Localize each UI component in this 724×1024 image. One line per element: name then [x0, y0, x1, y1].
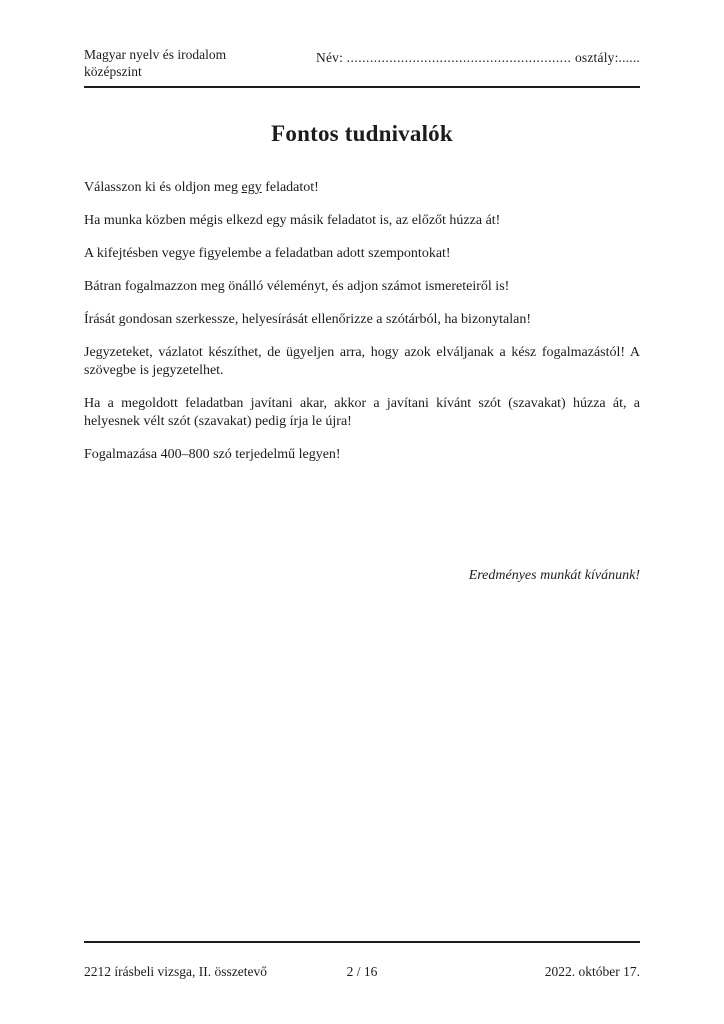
underline-emphasis: egy — [241, 180, 262, 195]
instruction-paragraph: Ha a megoldott feladatban javítani akar, akkor a javítani kívánt szót (szavakat) húzza át, a helyesnek vélt szót (szavakat) pedig írja le újra! — [84, 396, 640, 429]
footer-date: 2022. október 17. — [544, 964, 640, 979]
instruction-paragraph: Ha munka közben mégis elkezd egy másik feladatot is, az előzőt húzza át! — [84, 213, 501, 228]
instruction-paragraph: Fogalmazása 400–800 szó terjedelmű legyen! — [84, 447, 341, 462]
exam-subject — [84, 46, 226, 80]
instruction-1-prefix: Válasszon ki és oldjon meg — [84, 180, 242, 195]
footer-page-number: 2 / 16 — [346, 964, 378, 979]
page-footer — [84, 941, 640, 980]
instruction-1-suffix: feladatot! — [261, 180, 319, 195]
footer-row — [84, 943, 640, 980]
page-header — [84, 46, 640, 88]
name-dotted-line: .......................................................... — [346, 50, 572, 65]
page-title: Fontos tudnivalók — [271, 121, 453, 147]
name-label: Név: — [316, 50, 344, 65]
exam-subject-line1: Magyar nyelv és irodalom — [84, 47, 227, 62]
instruction-paragraph: Jegyzeteket, vázlatot készíthet, de ügyeljen arra, hogy azok elváljanak a kész fogalmazástól! A szövegbe is jegyzetelhet. — [84, 345, 640, 378]
instructions — [84, 179, 640, 479]
footer-exam-code: 2212 írásbeli vizsga, II. összetevő — [84, 964, 267, 979]
class-label: osztály:...... — [574, 50, 640, 65]
instruction-paragraph — [84, 179, 640, 197]
exam-subject-line2: középszint — [84, 64, 142, 79]
name-class-line — [316, 46, 640, 66]
closing-wish: Eredményes munkát kívánunk! — [468, 568, 640, 583]
instruction-paragraph: Írását gondosan szerkessze, helyesírását ellenőrizze a szótárból, ha bizonytalan! — [84, 312, 532, 327]
instruction-paragraph: Bátran fogalmazzon meg önálló véleményt, és adjon számot ismereteiről is! — [84, 279, 510, 294]
instruction-paragraph: A kifejtésben vegye figyelembe a feladatban adott szempontokat! — [84, 246, 451, 261]
